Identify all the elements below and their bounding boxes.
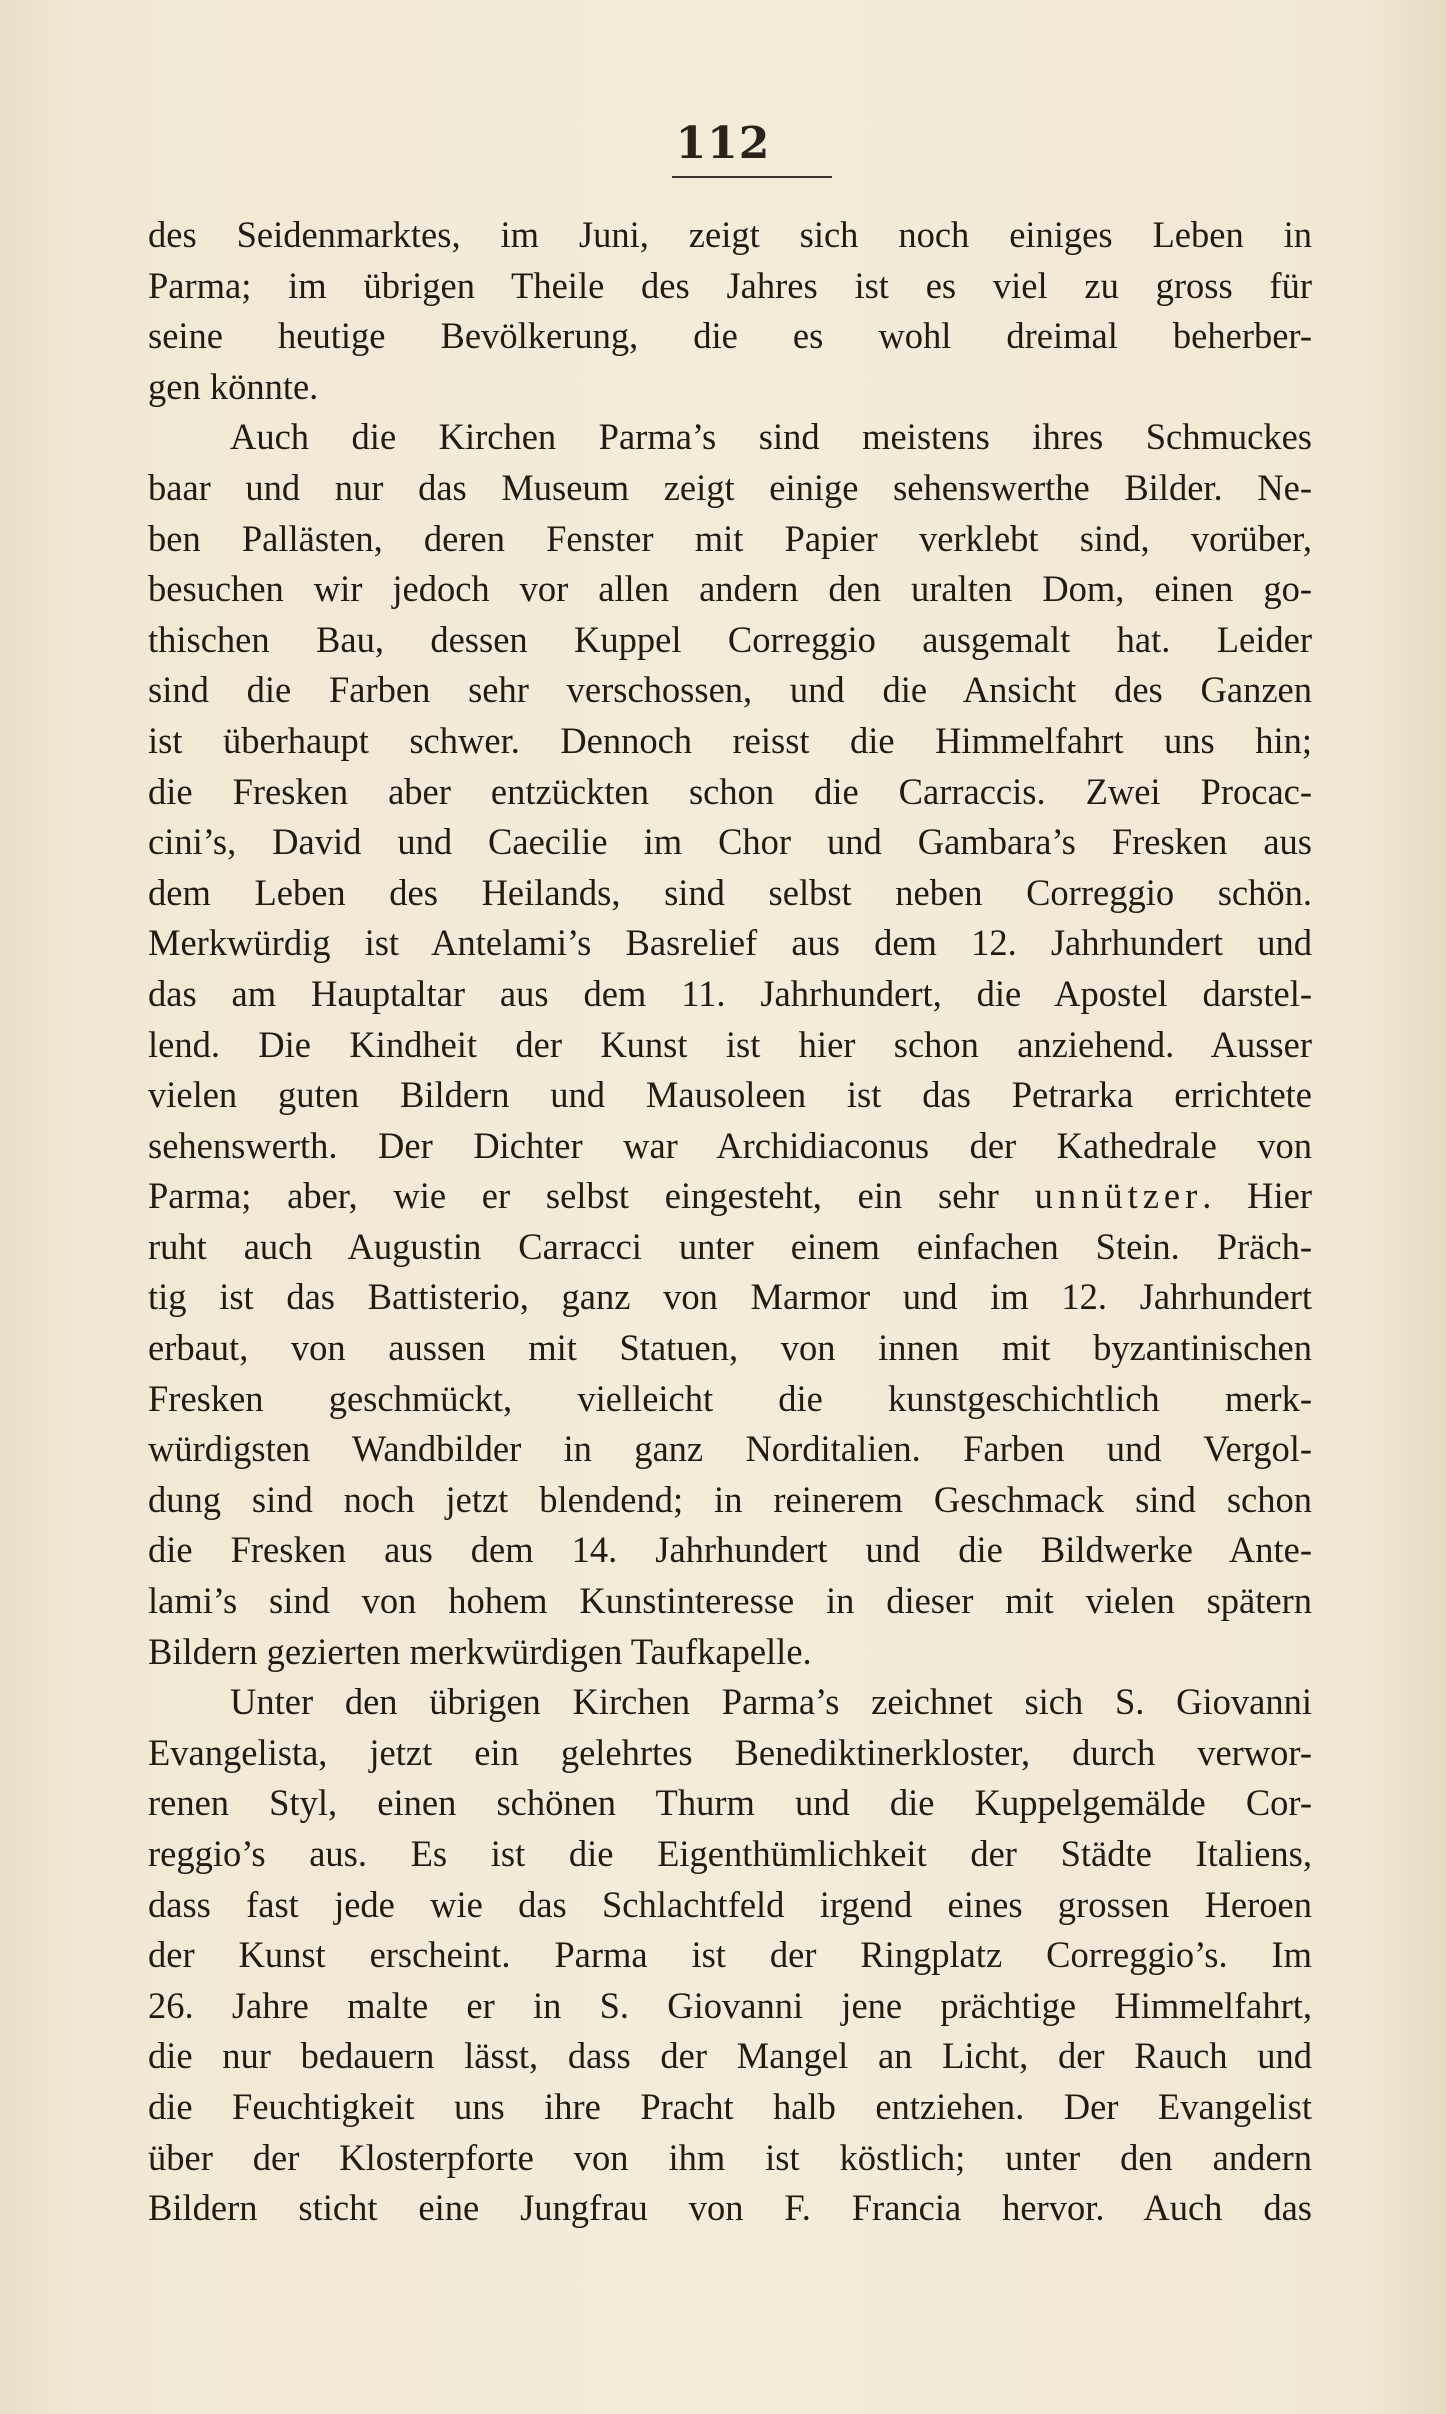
text-line: die nur bedauern lässt, dass der Mangel an Licht, der Rauch und xyxy=(148,2035,1312,2077)
page-number-rule xyxy=(672,176,832,178)
text-line: würdigsten Wandbilder in ganz Norditalien. Farben und Vergol- xyxy=(148,1428,1312,1470)
text-line: tig ist das Battisterio, ganz von Marmor und im 12. Jahrhundert xyxy=(148,1276,1312,1318)
text-line: dass fast jede wie das Schlachtfeld irgend eines grossen Heroen xyxy=(148,1883,1312,1925)
text-line: Evangelista, jetzt ein gelehrtes Benediktinerkloster, durch verwor- xyxy=(148,1731,1312,1773)
text-line: lami’s sind von hohem Kunstinteresse in dieser mit vielen spätern xyxy=(148,1580,1312,1622)
text-line: die Fresken aus dem 14. Jahrhundert und die Bildwerke Ante- xyxy=(148,1529,1312,1571)
text-line-with-emphasis xyxy=(148,1171,1312,1222)
text-line: dem Leben des Heilands, sind selbst neben Correggio schön. xyxy=(148,871,1312,913)
text-line: erbaut, von aussen mit Statuen, von innen mit byzantinischen xyxy=(148,1327,1312,1369)
text-line: Unter den übrigen Kirchen Parma’s zeichnet sich S. Giovanni xyxy=(230,1681,1312,1723)
text-line: dung sind noch jetzt blendend; in reinerem Geschmack sind schon xyxy=(148,1478,1312,1520)
text-line: 26. Jahre malte er in S. Giovanni jene prächtige Himmelfahrt, xyxy=(148,1984,1312,2026)
text-line: cini’s, David und Caecilie im Chor und Gambara’s Fresken aus xyxy=(148,821,1312,863)
text-line: baar und nur das Museum zeigt einige sehenswerthe Bilder. Ne- xyxy=(148,466,1312,508)
text-line: lend. Die Kindheit der Kunst ist hier schon anziehend. Ausser xyxy=(148,1023,1312,1065)
text-line: besuchen wir jedoch vor allen andern den uralten Dom, einen go- xyxy=(148,568,1312,610)
text-line: die Feuchtigkeit uns ihre Pracht halb entziehen. Der Evangelist xyxy=(148,2085,1312,2127)
text-line: renen Styl, einen schönen Thurm und die Kuppelgemälde Cor- xyxy=(148,1782,1312,1824)
text-line: gen könnte. xyxy=(148,365,319,407)
body-text xyxy=(148,210,1312,2234)
text-line: thischen Bau, dessen Kuppel Correggio ausgemalt hat. Leider xyxy=(148,618,1312,660)
text-line: ruht auch Augustin Carracci unter einem einfachen Stein. Präch- xyxy=(148,1225,1312,1267)
text-line: ben Pallästen, deren Fenster mit Papier verklebt sind, vorüber, xyxy=(148,517,1312,559)
text-segment: . Hier xyxy=(1202,1175,1312,1217)
text-line: sehenswerth. Der Dichter war Archidiaconus der Kathedrale von xyxy=(148,1124,1312,1166)
text-line: seine heutige Bevölkerung, die es wohl dreimal beherber- xyxy=(148,315,1312,357)
text-line: die Fresken aber entzückten schon die Carraccis. Zwei Procac- xyxy=(148,770,1312,812)
text-line: reggio’s aus. Es ist die Eigenthümlichkeit der Städte Italiens, xyxy=(148,1833,1312,1874)
text-line: der Kunst erscheint. Parma ist der Ringplatz Correggio’s. Im xyxy=(148,1934,1312,1976)
text-line: Parma; im übrigen Theile des Jahres ist es viel zu gross für xyxy=(148,264,1312,306)
text-line: Bildern sticht eine Jungfrau von F. Francia hervor. Auch das xyxy=(148,2187,1312,2229)
text-line: Fresken geschmückt, vielleicht die kunstgeschichtlich merk- xyxy=(148,1377,1312,1419)
text-line: Merkwürdig ist Antelami’s Basrelief aus dem 12. Jahrhundert und xyxy=(148,922,1312,964)
text-line: das am Hauptaltar aus dem 11. Jahrhundert, die Apostel darstel- xyxy=(148,972,1312,1014)
text-line: vielen guten Bildern und Mausoleen ist das Petrarka errichtete xyxy=(148,1074,1312,1116)
text-line: ist überhaupt schwer. Dennoch reisst die Himmelfahrt uns hin; xyxy=(148,719,1312,761)
text-segment: Parma; aber, wie er selbst eingesteht, ein sehr xyxy=(148,1175,999,1217)
text-line: Auch die Kirchen Parma’s sind meistens ihres Schmuckes xyxy=(230,416,1312,458)
text-line: Bildern gezierten merkwürdigen Taufkapelle. xyxy=(148,1630,812,1672)
text-line: über der Klosterpforte von ihm ist köstlich; unter den andern xyxy=(148,2136,1312,2178)
emphasized-word: unnützer xyxy=(1034,1175,1203,1217)
page-number: 112 xyxy=(675,118,771,169)
text-line: sind die Farben sehr verschossen, und die Ansicht des Ganzen xyxy=(148,669,1312,711)
text-line: des Seidenmarktes, im Juni, zeigt sich noch einiges Leben in xyxy=(148,214,1312,255)
